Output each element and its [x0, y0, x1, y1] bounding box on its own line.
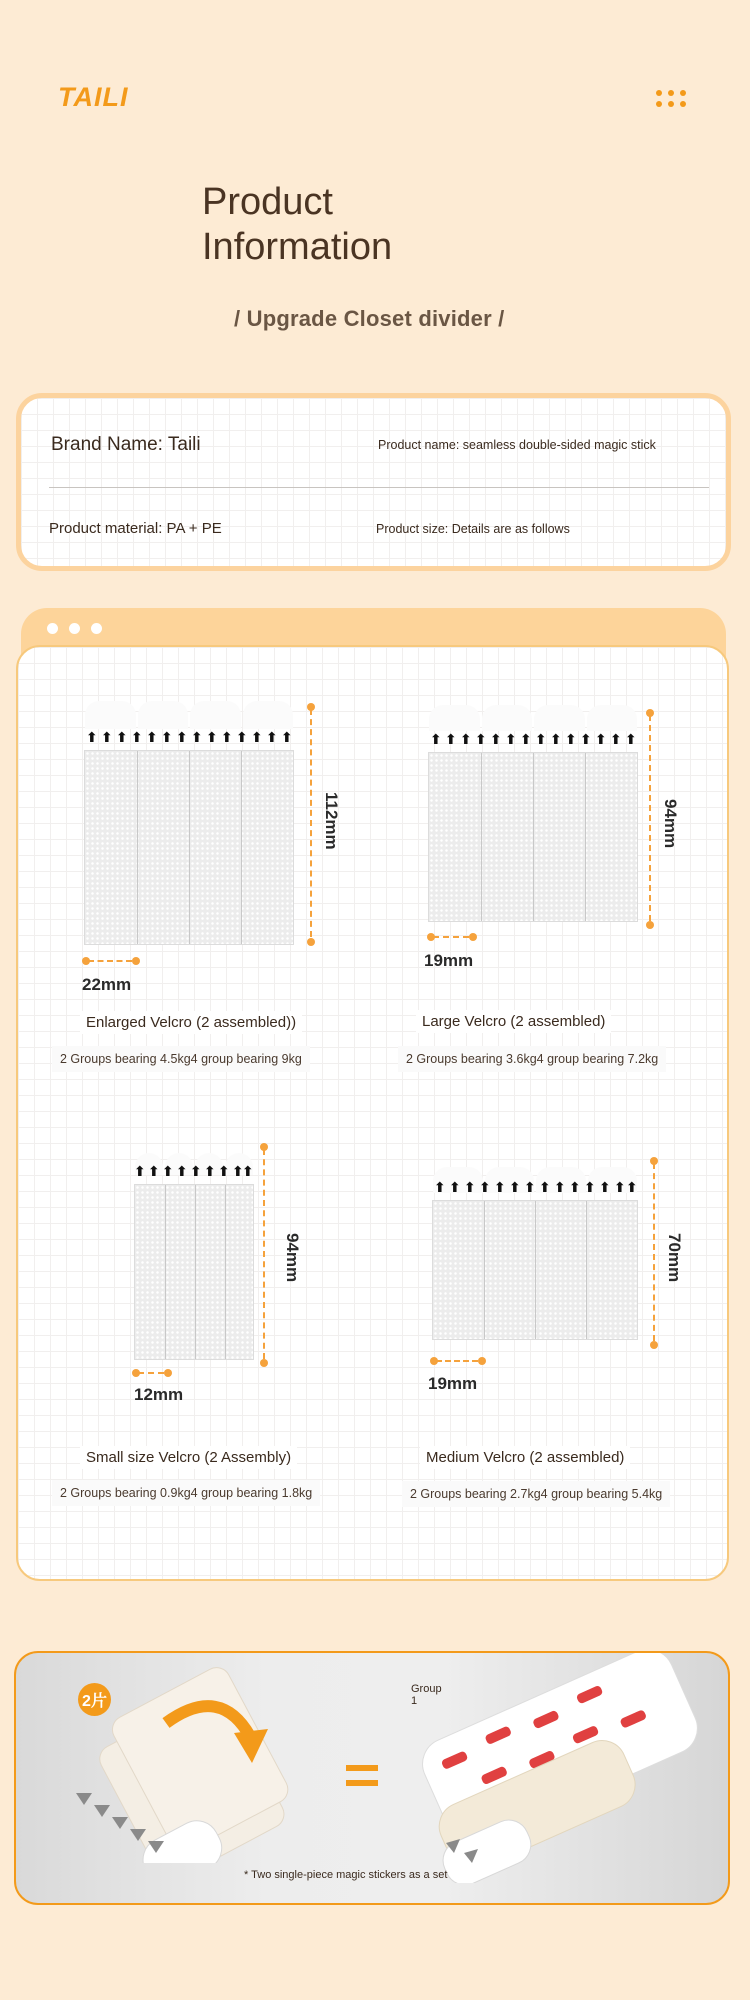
product-material: Product material: PA + PE — [49, 520, 222, 537]
equals-icon — [346, 1765, 378, 1795]
strip-tabs — [84, 701, 294, 729]
group-label: Group 1 — [411, 1683, 442, 1707]
product-bearing: 2 Groups bearing 3.6kg4 group bearing 7.2kg — [398, 1046, 666, 1072]
product-label: Enlarged Velcro (2 assembled)) — [80, 1011, 302, 1034]
single-pieces-illustration — [46, 1663, 346, 1863]
window-dot — [91, 623, 102, 634]
product-label: Medium Velcro (2 assembled) — [420, 1446, 630, 1469]
set-illustration-card — [14, 1651, 730, 1905]
product-bearing: 2 Groups bearing 0.9kg4 group bearing 1.8kg — [52, 1480, 320, 1506]
product-label: Large Velcro (2 assembled) — [416, 1010, 611, 1033]
product-sizes-card — [16, 645, 729, 1581]
product-size: Product size: Details are as follows — [376, 522, 570, 536]
velcro-strip — [432, 1200, 638, 1340]
arrow-row: ⬆ ⬆ ⬆ ⬆ ⬆ ⬆ ⬆ ⬆ ⬆ — [134, 1163, 254, 1179]
divider — [49, 487, 709, 488]
strip-tabs — [428, 705, 638, 731]
dots-grid-icon[interactable] — [656, 90, 690, 110]
arrow-row: ⬆ ⬆ ⬆ ⬆ ⬆ ⬆ ⬆ ⬆ ⬆ ⬆ ⬆ ⬆ ⬆ ⬆ — [434, 1179, 638, 1195]
width-dimension: 22mm — [82, 975, 132, 994]
brand-name: Brand Name: Taili — [51, 434, 201, 455]
height-dimension: 70mm — [665, 1233, 684, 1283]
quantity-badge: 2片 — [78, 1683, 111, 1716]
page-subtitle: / Upgrade Closet divider / — [234, 306, 505, 331]
height-dimension: 94mm — [283, 1233, 302, 1283]
page-title: Product Information — [202, 181, 393, 268]
arrow-row: ⬆ ⬆ ⬆ ⬆ ⬆ ⬆ ⬆ ⬆ ⬆ ⬆ ⬆ ⬆ ⬆ ⬆ — [86, 729, 293, 745]
velcro-strip — [84, 750, 294, 945]
width-dimension: 19mm — [428, 1374, 478, 1393]
width-dimension: 19mm — [424, 951, 474, 970]
brand-logo: TAILI — [58, 82, 129, 112]
window-dot — [69, 623, 80, 634]
window-dot — [47, 623, 58, 634]
height-dimension: 94mm — [661, 799, 680, 849]
arrow-row: ⬆ ⬆ ⬆ ⬆ ⬆ ⬆ ⬆ ⬆ ⬆ ⬆ ⬆ ⬆ ⬆ ⬆ — [430, 731, 637, 747]
product-label: Small size Velcro (2 Assembly) — [80, 1446, 297, 1469]
brand-print: TAILI — [632, 1702, 652, 1711]
height-dimension: 112mm — [322, 792, 341, 850]
velcro-strip — [428, 752, 638, 922]
product-bearing: 2 Groups bearing 2.7kg4 group bearing 5.4kg — [402, 1481, 670, 1507]
set-footnote: * Two single-piece magic stickers as a set — [244, 1869, 448, 1881]
product-info-card — [16, 393, 731, 571]
assembled-set-illustration — [396, 1653, 726, 1883]
product-bearing: 2 Groups bearing 4.5kg4 group bearing 9kg — [52, 1046, 310, 1072]
velcro-strip — [134, 1184, 254, 1360]
width-dimension: 12mm — [134, 1385, 184, 1404]
product-name: Product name: seamless double-sided magic stick — [378, 438, 656, 452]
